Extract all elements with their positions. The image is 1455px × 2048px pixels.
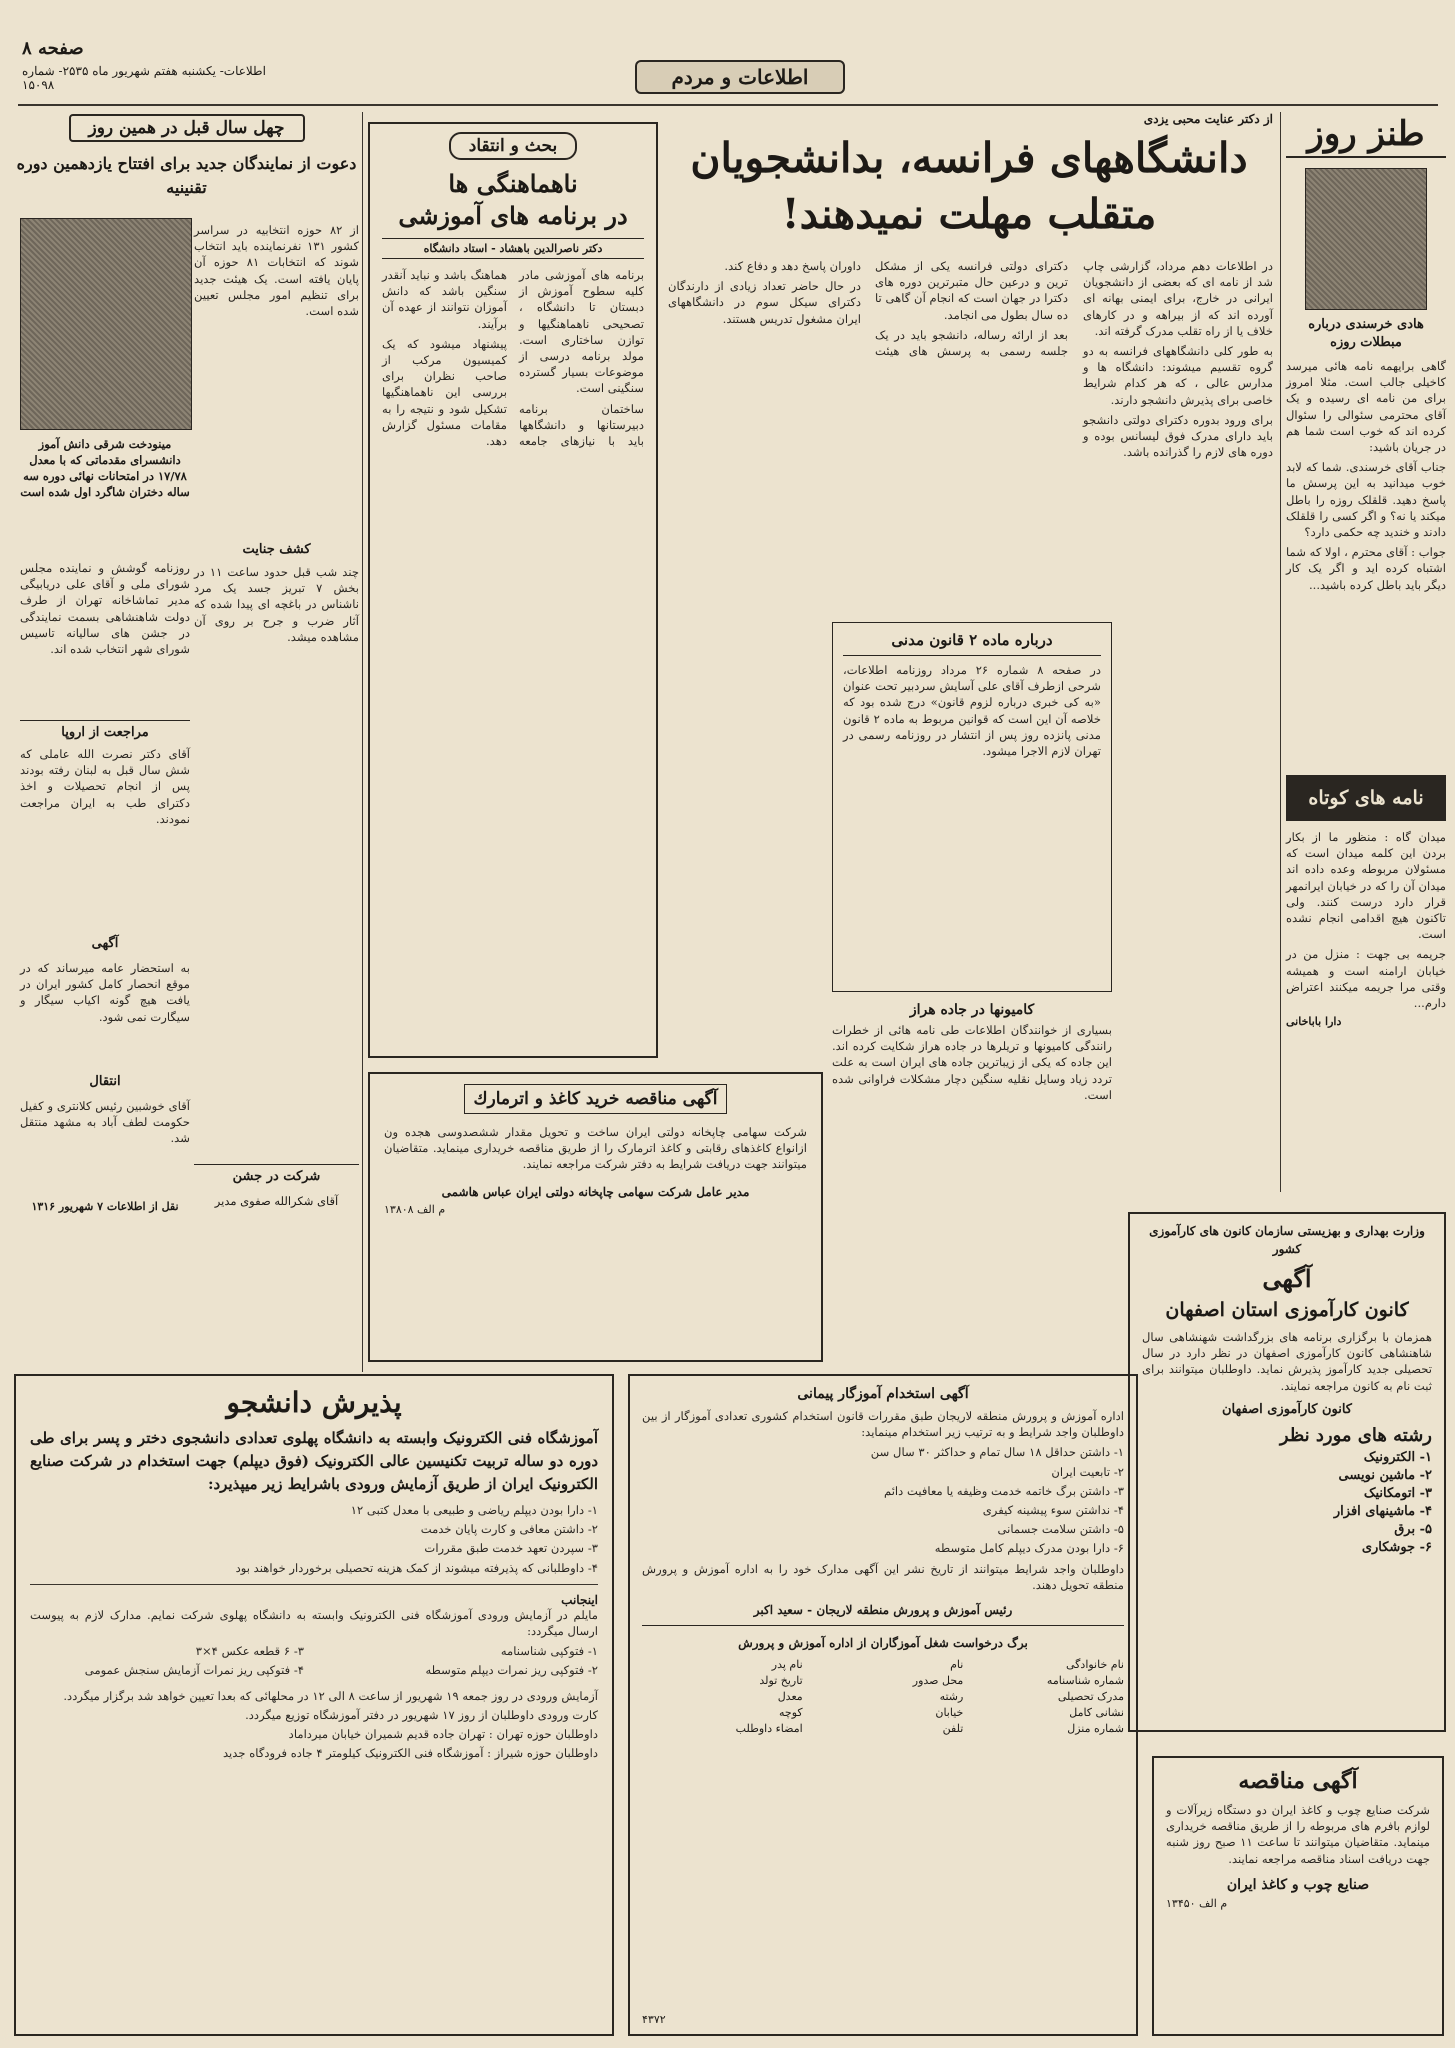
recruit-condition: ۵- داشتن سلامت جسمانی <box>997 1522 1124 1537</box>
paper-tender-ad <box>368 1072 823 1362</box>
trucks-body: بسیاری از خوانندگان اطلاعات طی نامه هائی از خطرات رانندگی کامیونها و تریلرها در جاده هراز شکایت کرده اند. این جاده که یکی از زیباترین جاده های ایران است به علت تردد زیاد وسایل نقلیه سنگین دچار مشکلات فراوانی شده است. <box>832 1023 1112 1102</box>
civil-law-body: در صفحه ۸ شماره ۲۶ مرداد روزنامه اطلاعات، شرحی ازطرف آقای علی آسایش سردبیر تحت عنوان «به کی خبری درباره لزوم قانون» درج شده بود که خلاصه آن این است که قوانین مربوط به ماده ۲ قانون مدنی پانزده روز پس از انتشار در روزنامه رسمی در تهران لازم الاجرا میشود. <box>843 663 1101 759</box>
forty-years-body-2: روزنامه گوشش و نماینده مجلس شورای ملی و آقای علی دریابیگی مدیر تماشاخانه تهران از طرف دولت شاهنشاهی بسمت نمایندگی در جشن های سالیانه تاسیس شورای شهر انتخاب شده اند. <box>20 561 190 657</box>
recruit-code: ۴۳۷۲ <box>642 2013 666 2026</box>
admission-notes <box>30 1688 598 1762</box>
lead-body-right: در اطلاعات دهم مرداد، گزارشی چاپ شد از نامه ای که بعضی از دانشجویان ایرانی در خارج، برای ایمنی بهانه ای آورده اند که از بیراهه و در کارهای خلاف یا از راه تقلب مدرک گرفته اند. به طور کلی دانشگاههای فرانسه به دو گروه تقسیم میشوند: دانشگاه ها و مدارس عالی ، که هر کدام شرایط خاصی برای پذیرش دانشجو دارند. برای ورود بدوره دکترای دولتی دانشجو باید دارای مدرک فوق لیسانس بوده و دوره های لازم را گذرانده باشد. <box>1083 259 1273 460</box>
wood-tender-ad <box>1152 1756 1444 2036</box>
author-photo <box>1305 168 1427 310</box>
page-header <box>10 28 1447 90</box>
field-item: ۳- اتومکانیک <box>1363 1485 1432 1501</box>
admission-note: داوطلبان حوزه شیراز : آموزشگاه فنی الکترونیک کیلومتر ۴ جاده فرودگاه جدید <box>222 1746 598 1761</box>
recruit-condition: ۳- داشتن برگ خاتمه خدمت وظیفه یا معافیت دائم <box>883 1483 1124 1498</box>
old-source: نقل از اطلاعات ۷ شهریور ۱۳۱۶ <box>31 1200 179 1213</box>
recruit-condition: ۱- داشتن حداقل ۱۸ سال تمام و حداکثر ۳۰ سال سن <box>870 1445 1124 1460</box>
critique-kicker: بحث و انتقاد <box>449 132 577 160</box>
forty-years-subhead: دعوت از نمایندگان جدید برای افتتاح یازدهمین دوره تقنینیه <box>16 154 357 197</box>
page-number: صفحه ۸ <box>22 38 84 59</box>
isfahan-body: همزمان با برگزاری برنامه های بزرگداشت شهنشاهی سال شاهنشاهی کانون کارآموزی اصفهان در نظر دارد در سال تحصیلی جدید کارآموز پذیرش نماید. داوطلبان میتوانند برای ثبت نام به کانون مراجعه نمایند. <box>1142 1330 1432 1393</box>
forty-years-column <box>14 114 359 1374</box>
section-title: اطلاعات و مردم <box>635 60 845 94</box>
column-divider-1 <box>1280 112 1281 1192</box>
recruit-condition: ۴- نداشتن سوء پیشینه کیفری <box>982 1503 1124 1518</box>
admission-lead: آموزشگاه فنی الکترونیک وابسته به دانشگاه پهلوی تعدادی دانشجوی دختر و پسر برای طی دوره دو ساله تربیت تکنیسین عالی الکترونیک (فوق دیپلم) جهت استخدام در شرکت صنایع الکترونیک ایران از طریق آزمایش ورودی باشرایط زیر میپذیرد: <box>30 1429 598 1493</box>
form-row: نشانی کامل خیابان کوچه <box>779 1706 1124 1720</box>
admission-conditions <box>30 1502 598 1576</box>
admission-form-line: ۳- ۶ قطعه عکس ۴×۳ <box>195 1644 304 1659</box>
tanz-column <box>1286 112 1446 772</box>
wood-tender-body: شرکت صنایع چوب و کاغذ ایران دو دستگاه زیرآلات و لوازم بافرم های مربوطه را از طریق مناقصه خریداری مینماید. متقاضیان میتوانند تا ساعت ۱۱ صبح روز شنبه جهت دریافت اسناد مناقصه مراجعه نمایند. <box>1166 1803 1431 1866</box>
admission-form-body: مایلم در آزمایش ورودی آموزشگاه فنی الکترونیک وابسته به دانشگاه پهلوی شرکت نمایم. مدارک لازم به پیوست ارسال میگردد: <box>30 1607 598 1639</box>
admission-condition: ۱- دارا بودن دیپلم ریاضی و طبیعی با معدل کتبی ۱۲ <box>350 1503 598 1517</box>
isfahan-fields-list <box>1142 1450 1432 1555</box>
isfahan-title: کانون کارآموزی استان اصفهان <box>1165 1299 1409 1321</box>
arrivals-body: آقای دکتر نصرت الله عاملی که شش سال قبل به لبنان رفته بودند پس از انجام تحصیلات و اخذ دکترای طب به ایران مراجعت نمودند. <box>20 747 190 826</box>
transfer-title: انتقال <box>89 1074 121 1089</box>
recruit-body: اداره آموزش و پرورش منطقه لاریجان طبق مقررات قانون استخدام کشوری تعدادی آموزگار از بین داوطلبان واجد شرایط و به ترتیب زیر استخدام مینماید: <box>642 1409 1124 1440</box>
admission-title: پذیرش دانشجو <box>226 1386 402 1419</box>
old-ad-title: آگهی <box>91 936 119 951</box>
festival-title: شرکت در جشن <box>194 1164 359 1184</box>
lead-byline: از دکتر عنایت محبی یزدی <box>1143 112 1273 126</box>
paper-tender-code: م الف ۱۳۸۰۸ <box>384 1202 446 1216</box>
student-photo-caption: مینودخت شرقی دانش آموز دانشسرای مقدماتی که با معدل ۱۷/۷۸ در امتحانات نهائی دوره سه ساله دختران شاگرد اول شده است <box>20 437 190 499</box>
admission-ad <box>14 1374 614 2036</box>
admission-condition: ۳- سپردن تعهد خدمت طبق مقررات <box>424 1541 598 1556</box>
admission-note: داوطلبان حوزه تهران : تهران جاده قدیم شمیران خیابان میرداماد <box>288 1727 598 1742</box>
admission-form-line: ۲- فتوکپی ریز نمرات دیپلم متوسطه <box>425 1663 598 1678</box>
critique-title-1: ناهماهنگی ها <box>448 169 578 198</box>
isfahan-training-ad <box>1128 1212 1446 1732</box>
form-row: نام خانوادگی نام نام پدر <box>771 1658 1124 1672</box>
recruit-extra: داوطلبان واجد شرایط میتوانند از تاریخ نشر این آگهی مدارک خود را به اداره آموزش و پرورش منطقه تحویل دهند. <box>642 1561 1124 1592</box>
admission-rule <box>30 1584 598 1585</box>
transfer-body: آقای خوشبین رئیس کلانتری و کفیل حکومت لطف آباد به مشهد منتقل شد. <box>20 1099 190 1146</box>
tanz-title: طنز روز <box>1286 112 1446 158</box>
wood-tender-title: آگهی مناقصه <box>1238 1768 1358 1794</box>
column-divider-2 <box>362 112 363 1372</box>
wood-tender-signature: صنایع چوب و کاغذ ایران <box>1226 1876 1370 1893</box>
critique-article <box>368 122 658 1058</box>
short-letters-body: میدان گاه : منظور ما از بکار بردن این کلمه میدان است که مسئولان مربوطه وعده داده اند میدان آن را که در خیابان ایرانمهر قرار دارد درست کنند. ولی تاکنون هیچ اقدامی انجام نشده است. جریمه بی جهت : منزل من در خیابان ارامنه است و همیشه وقتی مرا جریمه میکنند اعتراض دارم... <box>1286 830 1446 1011</box>
header-rule <box>18 104 1438 106</box>
recruit-conditions <box>642 1444 1124 1556</box>
form-row: شماره منزل تلفن امضاء داوطلب <box>735 1722 1124 1736</box>
forty-years-body-right: از ۸۲ حوزه انتخابیه در سراسر کشور ۱۳۱ نفرنماینده باید انتخاب شوند که انتخابات ۸۱ حوزه آن پایان یافته است. یک هیئت جدید برای تنظیم امور مجلس تعیین شده است. <box>194 223 359 319</box>
recruit-condition: ۲- تابعیت ایران <box>1051 1464 1124 1479</box>
admission-form-line: ۴- فتوکپی ریز نمرات آزمایش سنجش عمومی <box>84 1663 304 1678</box>
admission-condition: ۴- داوطلبانی که پذیرفته میشوند از کمک هزینه تحصیلی برخوردار خواهند بود <box>235 1560 598 1575</box>
isfahan-ad-label: آگهی <box>1262 1264 1312 1293</box>
paper-tender-body: شرکت سهامی چاپخانه دولتی ایران ساخت و تحویل مقدار ششصدوسی هجده ون ازانواع کاغذهای رقابتی و کاغذ اترمارک را از طریق مناقصه خریداری مینماید. متقاضیان میتوانند جهت دریافت شرایط به دفتر شرکت مراجعه نمایند. <box>384 1125 807 1172</box>
tanz-caption: هادی خرسندی درباره مبطلات روزه <box>1308 317 1424 350</box>
admission-form-line: ۱- فتوکپی شناسنامه <box>500 1644 598 1659</box>
festival-name: آقای شکرالله صفوی مدیر <box>214 1194 339 1208</box>
form-row: شماره شناسنامه محل صدور تاریخ تولد <box>759 1674 1124 1688</box>
short-letters <box>1286 775 1446 1195</box>
recruit-title: آگهی استخدام آموزگار پیمانی <box>797 1386 969 1402</box>
lead-body-left: دکترای دولتی فرانسه یکی از مشکل ترین و درعین حال متبرترین دوره های دکترا در جهان است که انجام آن گاهی تا ده سال بطول می انجامد. بعد از ارائه رساله، دانشجو باید در یک جلسه رسمی به پرسش های هیئت داوران پاسخ دهد و دفاع کند. در حال حاضر تعداد زیادی از دارندگان دکترای سیکل سوم در دانشگاههای ایران مشغول تدریس هستند. <box>668 259 1068 359</box>
student-photo <box>20 218 192 430</box>
lead-headline-1: دانشگاههای فرانسه، بدانشجویان <box>690 134 1248 182</box>
old-ad-body: به استحضار عامه میرساند که در موقع انحصار کامل کشور ایران در یافت هیچ گونه اکیاب سیگار و سیگارت نمی شود. <box>20 961 190 1024</box>
short-letters-title: نامه های کوتاه <box>1286 775 1446 821</box>
civil-law-title: درباره ماده ۲ قانون مدنی <box>843 631 1101 656</box>
crime-title: کشف جنایت <box>242 542 311 557</box>
field-item: ۶- جوشکاری <box>1361 1539 1432 1555</box>
isfahan-ministry: وزارت بهداری و بهزیستی سازمان کانون های کارآموزی کشور <box>1149 1224 1425 1256</box>
issue-date-line: اطلاعات- یکشنبه هفتم شهریور ماه ۲۵۳۵- شماره ۱۵۰۹۸ <box>22 64 266 92</box>
teacher-recruit-ad <box>628 1374 1138 2036</box>
paper-tender-signature: مدیر عامل شرکت سهامی چاپخانه دولتی ایران عباس هاشمی <box>441 1184 750 1199</box>
admission-note: کارت ورودی داوطلبان از روز ۱۷ شهریور در دفتر آموزشگاه توزیع میگردد. <box>245 1707 598 1722</box>
trucks-title: کامیونها در جاده هراز <box>909 1002 1035 1018</box>
arrivals-title: مراجعت از اروپا <box>20 720 190 740</box>
admission-form-lines <box>30 1643 598 1681</box>
isfahan-fields-title: رشته های مورد نظر <box>1279 1424 1432 1446</box>
isfahan-signature: کانون کارآموزی اصفهان <box>1222 1401 1352 1417</box>
recruit-form-title: برگ درخواست شغل آموزگاران از اداره آموزش و پرورش <box>738 1636 1028 1651</box>
civil-law-box <box>832 622 1112 992</box>
field-item: ۱- الکترونیک <box>1363 1449 1432 1465</box>
admission-condition: ۲- داشتن معافی و کارت پایان خدمت <box>420 1522 598 1537</box>
recruit-signature: رئیس آموزش و پرورش منطقه لاریجان - سعید اکبر <box>642 1603 1124 1626</box>
field-item: ۵- برق <box>1394 1521 1432 1537</box>
lead-headline-2: متقلب مهلت نمیدهند! <box>781 190 1157 238</box>
admission-form-title: اینجانب <box>561 1592 598 1607</box>
form-row: مدرک تحصیلی رشته معدل <box>777 1690 1124 1704</box>
trucks-article <box>832 1002 1112 1192</box>
forty-years-title: چهل سال قبل در همین روز <box>69 114 305 142</box>
crime-body: چند شب قبل حدود ساعت ۱۱ در بخش ۷ تبریز جسد یک مرد ناشناس در باغچه ای پیدا شده که آثار ضرب و جرح بر روی آن مشاهده میشد. <box>194 565 359 644</box>
critique-author: دکتر ناصرالدین باهشاد - استاد دانشگاه <box>382 238 644 259</box>
critique-title-2: در برنامه های آموزشی <box>398 201 628 230</box>
admission-note: آزمایش ورودی در روز جمعه ۱۹ شهریور از ساعت ۸ الی ۱۲ در محلهائی که بعدا تعیین خواهد شد برگزار میگردد. <box>63 1688 598 1703</box>
recruit-form <box>642 1658 1124 1735</box>
tanz-body: گاهی برایهمه نامه هائی میرسد کاخیلی جالب است. مثلا امروز برای من نامه ای رسیده و یک آقای محترمی سئوالی را سئوال کرده اند که خوب است شما هم در جریان باشید: جناب آقای خرسندی. شما که لابد خوب میدانید به این پرسش ما پاسخ دهید. قلقلک روزه را باطل میکند یا نه؟ و اگر کسی را قلقلک دادند و خندید چه حکمی دارد؟ جواب : آقای محترم ، اولا که شما اشتباه کرده اید و اگر یک کار دیگر باید باطل کرده باشید... <box>1286 359 1446 592</box>
paper-tender-title: آگهی مناقصه خرید کاغذ و اترمارك <box>464 1084 728 1114</box>
recruit-condition: ۶- دارا بودن مدرک دیپلم کامل متوسطه <box>934 1541 1124 1556</box>
wood-tender-code: م الف ۱۳۴۵۰ <box>1166 1896 1228 1910</box>
field-item: ۲- ماشین نویسی <box>1338 1467 1432 1483</box>
field-item: ۴- ماشینهای افزار <box>1333 1503 1432 1519</box>
short-letters-signature: دارا باباخانی <box>1286 1015 1342 1029</box>
critique-body: برنامه های آموزشی مادر کلیه سطوح آموزش از دبستان تا دانشگاه ، تصحیحی ناهماهنگیها و توازن ساختاری است. مولد برنامه درسی از موضوعات بسیار گسترده سنگینی است. ساختمان برنامه دبیرستانها و دانشگاهها باید با نیازهای جامعه هماهنگ باشد و نباید آنقدر سنگین باشد که دانش آموزان نتوانند از عهده آن برآیند. پیشنهاد میشود که یک کمیسیون مرکب از صاحب نظران برای بررسی این ناهماهنگیها تشکیل شود و نتیجه را به مقامات مسئول گزارش دهد. <box>382 268 644 449</box>
